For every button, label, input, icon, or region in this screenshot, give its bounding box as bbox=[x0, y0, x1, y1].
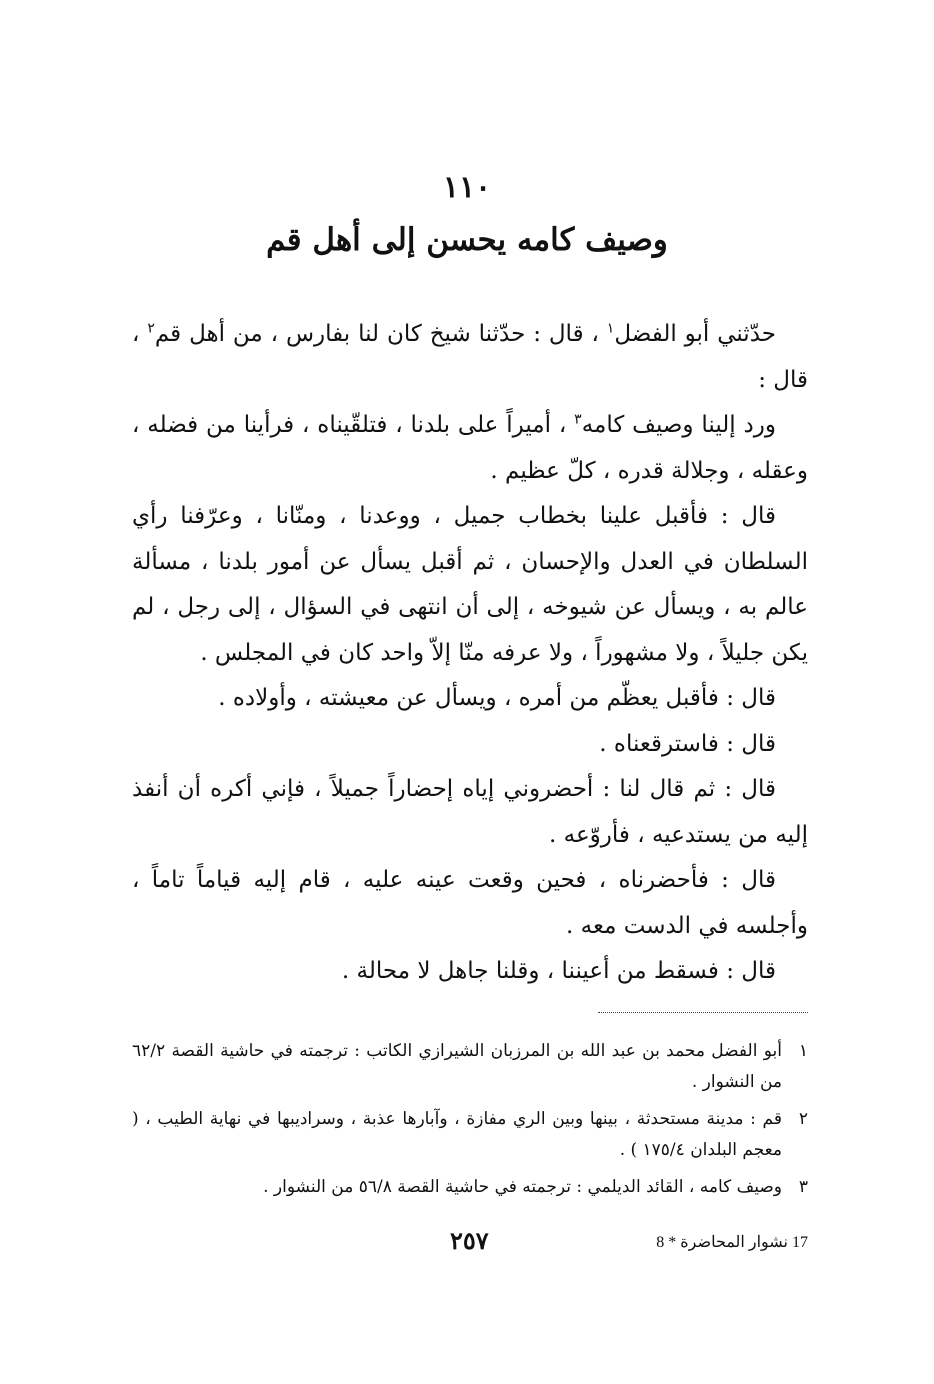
footnotes bbox=[132, 1036, 808, 1209]
paragraph-1-part-b: ، قال : حدّثنا شيخ كان لنا بفارس ، من أهل قم bbox=[154, 321, 607, 347]
paragraph-1 bbox=[132, 312, 808, 403]
footnote-ref-2: ٢ bbox=[147, 320, 155, 337]
paragraph-2-part-a: ورد إلينا وصيف كامه bbox=[581, 412, 777, 438]
footnote-text: وصيف كامه ، القائد الديلمي : ترجمته في حاشية القصة ٥٦/٨ من النشوار . bbox=[263, 1177, 782, 1197]
story-number: ١١٠ bbox=[442, 170, 492, 205]
footnote-2 bbox=[132, 1104, 808, 1166]
page-footer bbox=[132, 1226, 808, 1262]
paragraph-1-part-c: ، قال : bbox=[132, 321, 808, 393]
footnote-1 bbox=[132, 1036, 808, 1098]
footnote-number: ٢ bbox=[798, 1109, 808, 1129]
footnote-text: قم : مدينة مستحدثة ، بينها وبين الري مفازة ، وآبارها عذبة ، وسراديبها في نهاية الطيب ، ( معجم البلدان ١٧٥/٤ ) . bbox=[132, 1109, 782, 1160]
paragraph-8: قال : فسقط من أعيننا ، وقلنا جاهل لا محالة . bbox=[341, 958, 776, 984]
paragraph-2 bbox=[132, 403, 808, 494]
paragraph-1-part-a: حدّثني أبو الفضل bbox=[614, 321, 777, 347]
footnote-3 bbox=[132, 1172, 808, 1203]
footnote-divider bbox=[598, 1012, 808, 1013]
footnote-number: ١ bbox=[798, 1041, 808, 1061]
footnote-number: ٣ bbox=[798, 1177, 808, 1197]
footnote-text: أبو الفضل محمد بن عبد الله بن المرزبان الشيرازي الكاتب : ترجمته في حاشية القصة ٦٢/٢ من النشوار . bbox=[132, 1041, 782, 1092]
paragraph-7: قال : فأحضرناه ، فحين وقعت عينه عليه ، قام إليه قياماً تاماً ، وأجلسه في الدست معه . bbox=[132, 867, 808, 939]
footnote-ref-3: ٣ bbox=[574, 411, 582, 428]
story-title: وصيف كامه يحسن إلى أهل قم bbox=[266, 222, 668, 258]
page-number: ٢٥٧ bbox=[450, 1226, 489, 1255]
story-body bbox=[132, 312, 808, 995]
paragraph-3: قال : فأقبل علينا بخطاب جميل ، ووعدنا ، ومنّانا ، وعرّفنا رأي السلطان في العدل والإحسان ، ثم أقبل يسأل عن أمور بلدنا ، مسألة عالم به ، ويسأل عن شيوخه ، إلى أن انتهى في السؤال ، إلى رجل ، لم يكن جليلاً ، ولا مشهوراً ، ولا عرفه منّا إلاّ واحد كان في المجلس . bbox=[132, 503, 808, 666]
paragraph-2-part-b: ، أميراً على بلدنا ، فتلقّيناه ، فرأينا من فضله ، وعقله ، وجلالة قدره ، كلّ عظيم . bbox=[132, 412, 808, 484]
paragraph-5: قال : فاسترقعناه . bbox=[599, 730, 776, 757]
printer-signature: 17 نشوار المحاضرة * 8 bbox=[656, 1234, 808, 1251]
paragraph-4: قال : فأقبل يعظّم من أمره ، ويسأل عن معيشته ، وأولاده . bbox=[218, 685, 776, 711]
footnote-ref-1: ١ bbox=[606, 320, 615, 337]
paragraph-6: قال : ثم قال لنا : أحضروني إياه إحضاراً جميلاً ، فإني أكره أن أنفذ إليه من يستدعيه ، فأروّعه . bbox=[132, 776, 808, 848]
